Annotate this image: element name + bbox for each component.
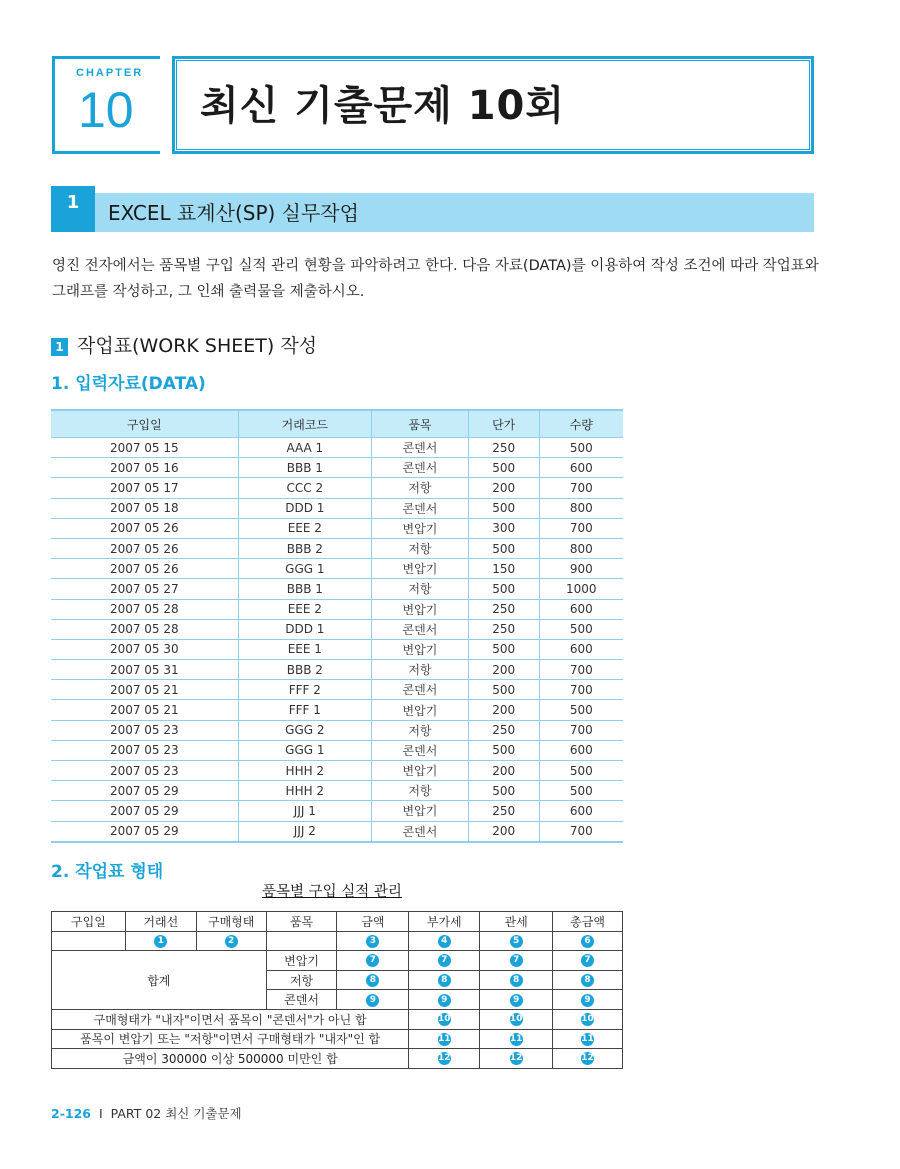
- table-cell: 500: [468, 498, 539, 518]
- table-cell: 변압기: [372, 639, 469, 659]
- form-column-header: 품목: [266, 912, 337, 932]
- table-cell: 500: [468, 781, 539, 801]
- number-circle-icon: 8: [510, 974, 523, 987]
- table-cell: 600: [539, 639, 623, 659]
- table-cell: 변압기: [372, 801, 469, 821]
- footer-part: PART 02 최신 기출문제: [110, 1106, 242, 1121]
- table-cell: 200: [468, 700, 539, 720]
- column-header: 품목: [372, 410, 469, 438]
- table-cell: 1000: [539, 579, 623, 599]
- form-row: [52, 951, 623, 971]
- table-cell: 변압기: [372, 761, 469, 781]
- table-cell: 200: [468, 821, 539, 842]
- table-cell: GGG 1: [238, 740, 371, 760]
- table-cell: 2007 05 21: [51, 700, 238, 720]
- table-cell: 저항: [372, 579, 469, 599]
- table-cell: 2007 05 28: [51, 619, 238, 639]
- number-circle-icon: 12: [581, 1053, 594, 1064]
- table-cell: AAA 1: [238, 438, 371, 458]
- form-cell: [409, 1009, 480, 1029]
- form-cell: [480, 990, 553, 1010]
- table-cell: 변압기: [372, 599, 469, 619]
- column-header: 거래코드: [238, 410, 371, 438]
- number-circle-icon: 1: [154, 935, 167, 948]
- table-row: [51, 680, 623, 700]
- table-cell: 콘덴서: [372, 680, 469, 700]
- table-row: [51, 740, 623, 760]
- table-cell: BBB 2: [238, 538, 371, 558]
- item-label: 저항: [266, 970, 337, 990]
- table-cell: 2007 05 18: [51, 498, 238, 518]
- table-cell: 2007 05 16: [51, 458, 238, 478]
- column-header: 단가: [468, 410, 539, 438]
- heading-input-data: 1. 입력자료(DATA): [51, 374, 206, 394]
- table-row: [51, 438, 623, 458]
- table-cell: 2007 05 26: [51, 559, 238, 579]
- worksheet-form-table: [51, 911, 623, 1069]
- table-cell: 500: [468, 579, 539, 599]
- number-circle-icon: 11: [438, 1033, 451, 1044]
- form-cell: [480, 1049, 553, 1069]
- condition-label: 품목이 변압기 또는 "저항"이면서 구매형태가 "내자"인 합: [52, 1029, 409, 1049]
- table-cell: 콘덴서: [372, 438, 469, 458]
- condition-label: 구매형태가 "내자"이면서 품목이 "콘덴서"가 아닌 합: [52, 1009, 409, 1029]
- table-row: [51, 579, 623, 599]
- table-cell: 800: [539, 498, 623, 518]
- table-cell: 500: [468, 639, 539, 659]
- form-header-row: [52, 912, 623, 932]
- form-row: [52, 931, 623, 951]
- table-cell: 2007 05 30: [51, 639, 238, 659]
- table-row: [51, 478, 623, 498]
- table-cell: GGG 2: [238, 720, 371, 740]
- form-cell: [409, 931, 480, 951]
- form-cell: [337, 931, 409, 951]
- table-cell: 저항: [372, 538, 469, 558]
- table-cell: 500: [468, 538, 539, 558]
- number-circle-icon: 11: [581, 1033, 594, 1044]
- table-cell: EEE 1: [238, 639, 371, 659]
- form-cell: [480, 970, 553, 990]
- form-column-header: 부가세: [409, 912, 480, 932]
- table-cell: 500: [539, 761, 623, 781]
- form-column-header: 금액: [337, 912, 409, 932]
- table-cell: 500: [539, 438, 623, 458]
- table-cell: 700: [539, 821, 623, 842]
- table-cell: 700: [539, 660, 623, 680]
- table-cell: 500: [539, 781, 623, 801]
- table-cell: 2007 05 26: [51, 538, 238, 558]
- form-cell: [553, 931, 623, 951]
- table-cell: 콘덴서: [372, 821, 469, 842]
- table-row: [51, 559, 623, 579]
- table-cell: 2007 05 15: [51, 438, 238, 458]
- intro-text: 영진 전자에서는 품목별 구입 실적 관리 현황을 파악하려고 한다. 다음 자료(DATA)를 이용하여 작성 조건에 따라 작업표와 그래프를 작성하고, 그 인쇄 출력물을 제출하시오.: [52, 258, 819, 300]
- table-cell: FFF 2: [238, 680, 371, 700]
- table-cell: 저항: [372, 720, 469, 740]
- form-cell: [480, 931, 553, 951]
- table-cell: 700: [539, 680, 623, 700]
- table-row: [51, 801, 623, 821]
- number-circle-icon: 8: [366, 974, 379, 987]
- table-cell: 저항: [372, 781, 469, 801]
- table-cell: 250: [468, 438, 539, 458]
- form-cell: [266, 931, 337, 951]
- table-row: [51, 761, 623, 781]
- table-cell: 600: [539, 801, 623, 821]
- table-row: [51, 821, 623, 842]
- form-cell: [337, 990, 409, 1010]
- table-cell: 변압기: [372, 518, 469, 538]
- table-cell: 500: [468, 458, 539, 478]
- table-cell: 250: [468, 720, 539, 740]
- number-circle-icon: 5: [510, 935, 523, 948]
- table-row: [51, 599, 623, 619]
- form-column-header: 총금액: [553, 912, 623, 932]
- number-circle-icon: 3: [366, 935, 379, 948]
- footer-separator: I: [98, 1106, 103, 1121]
- table-cell: 300: [468, 518, 539, 538]
- table-cell: 600: [539, 458, 623, 478]
- table-cell: EEE 2: [238, 518, 371, 538]
- number-circle-icon: 4: [438, 935, 451, 948]
- condition-label: 금액이 300000 이상 500000 미만인 합: [52, 1049, 409, 1069]
- form-cell: [480, 1009, 553, 1029]
- table-cell: 콘덴서: [372, 619, 469, 639]
- table-cell: 700: [539, 720, 623, 740]
- table-cell: 콘덴서: [372, 498, 469, 518]
- table-cell: 250: [468, 801, 539, 821]
- table-cell: 500: [468, 680, 539, 700]
- table-cell: 2007 05 28: [51, 599, 238, 619]
- table-cell: BBB 1: [238, 458, 371, 478]
- number-circle-icon: 6: [581, 935, 594, 948]
- table-cell: 변압기: [372, 559, 469, 579]
- table-cell: 저항: [372, 478, 469, 498]
- table-row: [51, 639, 623, 659]
- table-cell: 250: [468, 619, 539, 639]
- section-title: EXCEL 표계산(SP) 실무작업: [108, 201, 359, 225]
- table-cell: BBB 1: [238, 579, 371, 599]
- table-cell: 900: [539, 559, 623, 579]
- table-cell: 2007 05 23: [51, 740, 238, 760]
- table-cell: DDD 1: [238, 498, 371, 518]
- form-row: [52, 1029, 623, 1049]
- page-footer: [51, 1104, 242, 1122]
- form-cell: [409, 970, 480, 990]
- table-cell: JJJ 1: [238, 801, 371, 821]
- form-row: [52, 1049, 623, 1069]
- table-cell: 500: [468, 740, 539, 760]
- table-cell: DDD 1: [238, 619, 371, 639]
- table-cell: 500: [539, 700, 623, 720]
- form-cell: [553, 1029, 623, 1049]
- heading-worksheet-form: 2. 작업표 형태: [51, 862, 164, 882]
- item-label: 콘덴서: [266, 990, 337, 1010]
- form-cell: [337, 951, 409, 971]
- column-header: 수량: [539, 410, 623, 438]
- table-row: [51, 458, 623, 478]
- column-header: 구입일: [51, 410, 238, 438]
- form-cell: [52, 931, 126, 951]
- section-number: 1: [51, 186, 95, 232]
- table-cell: 500: [539, 619, 623, 639]
- sum-label: 합계: [52, 951, 267, 1010]
- table-cell: 콘덴서: [372, 740, 469, 760]
- subsection-number-icon: 1: [51, 338, 68, 356]
- table-cell: CCC 2: [238, 478, 371, 498]
- number-circle-icon: 10: [509, 1014, 523, 1025]
- number-circle-icon: 7: [366, 954, 379, 967]
- form-cell: [480, 1029, 553, 1049]
- form-cell: [553, 951, 623, 971]
- table-cell: 150: [468, 559, 539, 579]
- form-cell: [553, 990, 623, 1010]
- number-circle-icon: 12: [509, 1053, 523, 1064]
- table-cell: HHH 2: [238, 761, 371, 781]
- table-cell: HHH 2: [238, 781, 371, 801]
- form-column-header: 관세: [480, 912, 553, 932]
- form-cell: [480, 951, 553, 971]
- table-cell: 200: [468, 660, 539, 680]
- table-cell: FFF 1: [238, 700, 371, 720]
- table-cell: 2007 05 23: [51, 720, 238, 740]
- table-cell: 2007 05 26: [51, 518, 238, 538]
- table-cell: GGG 1: [238, 559, 371, 579]
- table-cell: 600: [539, 740, 623, 760]
- table-row: [51, 720, 623, 740]
- number-circle-icon: 10: [581, 1014, 594, 1025]
- number-circle-icon: 9: [366, 994, 379, 1007]
- form-column-header: 구입일: [52, 912, 126, 932]
- form-cell: [196, 931, 266, 951]
- table-cell: 저항: [372, 660, 469, 680]
- number-circle-icon: 8: [581, 974, 594, 987]
- table-cell: 2007 05 23: [51, 761, 238, 781]
- item-label: 변압기: [266, 951, 337, 971]
- number-circle-icon: 2: [225, 935, 238, 948]
- number-circle-icon: 7: [438, 954, 451, 967]
- form-cell: [125, 931, 196, 951]
- chapter-title: 최신 기출문제 10회: [200, 83, 565, 129]
- page-number: 2-126: [51, 1106, 91, 1121]
- table-row: [51, 781, 623, 801]
- table-cell: JJJ 2: [238, 821, 371, 842]
- number-circle-icon: 9: [510, 994, 523, 1007]
- chapter-label: CHAPTER: [76, 67, 144, 79]
- form-cell: [409, 1029, 480, 1049]
- table-cell: 2007 05 21: [51, 680, 238, 700]
- table-cell: BBB 2: [238, 660, 371, 680]
- data-table: [51, 409, 623, 843]
- subsection-title: 작업표(WORK SHEET) 작성: [77, 335, 318, 357]
- table-row: [51, 538, 623, 558]
- table-cell: 콘덴서: [372, 458, 469, 478]
- form-column-header: 거래선: [125, 912, 196, 932]
- table-cell: 2007 05 29: [51, 801, 238, 821]
- form-cell: [337, 970, 409, 990]
- table-cell: 800: [539, 538, 623, 558]
- table-cell: 2007 05 17: [51, 478, 238, 498]
- table-cell: 2007 05 27: [51, 579, 238, 599]
- table-cell: 2007 05 29: [51, 821, 238, 842]
- table-cell: 200: [468, 478, 539, 498]
- table-row: [51, 660, 623, 680]
- form-title: 품목별 구입 실적 관리: [262, 884, 402, 900]
- form-cell: [409, 990, 480, 1010]
- table-cell: 700: [539, 518, 623, 538]
- form-cell: [553, 1009, 623, 1029]
- form-cell: [409, 1049, 480, 1069]
- number-circle-icon: 11: [509, 1033, 523, 1044]
- table-row: [51, 700, 623, 720]
- form-cell: [553, 970, 623, 990]
- number-circle-icon: 7: [581, 954, 594, 967]
- number-circle-icon: 7: [510, 954, 523, 967]
- table-cell: 600: [539, 599, 623, 619]
- table-cell: 변압기: [372, 700, 469, 720]
- table-cell: 250: [468, 599, 539, 619]
- number-circle-icon: 12: [438, 1053, 451, 1064]
- table-cell: EEE 2: [238, 599, 371, 619]
- number-circle-icon: 9: [581, 994, 594, 1007]
- table-cell: 200: [468, 761, 539, 781]
- table-row: [51, 619, 623, 639]
- number-circle-icon: 10: [438, 1014, 451, 1025]
- table-row: [51, 518, 623, 538]
- form-row: [52, 1009, 623, 1029]
- number-circle-icon: 9: [438, 994, 451, 1007]
- number-circle-icon: 8: [438, 974, 451, 987]
- table-row: [51, 498, 623, 518]
- form-cell: [553, 1049, 623, 1069]
- chapter-number: 10: [78, 82, 134, 138]
- form-column-header: 구매형태: [196, 912, 266, 932]
- table-cell: 700: [539, 478, 623, 498]
- table-cell: 2007 05 29: [51, 781, 238, 801]
- table-cell: 2007 05 31: [51, 660, 238, 680]
- form-cell: [409, 951, 480, 971]
